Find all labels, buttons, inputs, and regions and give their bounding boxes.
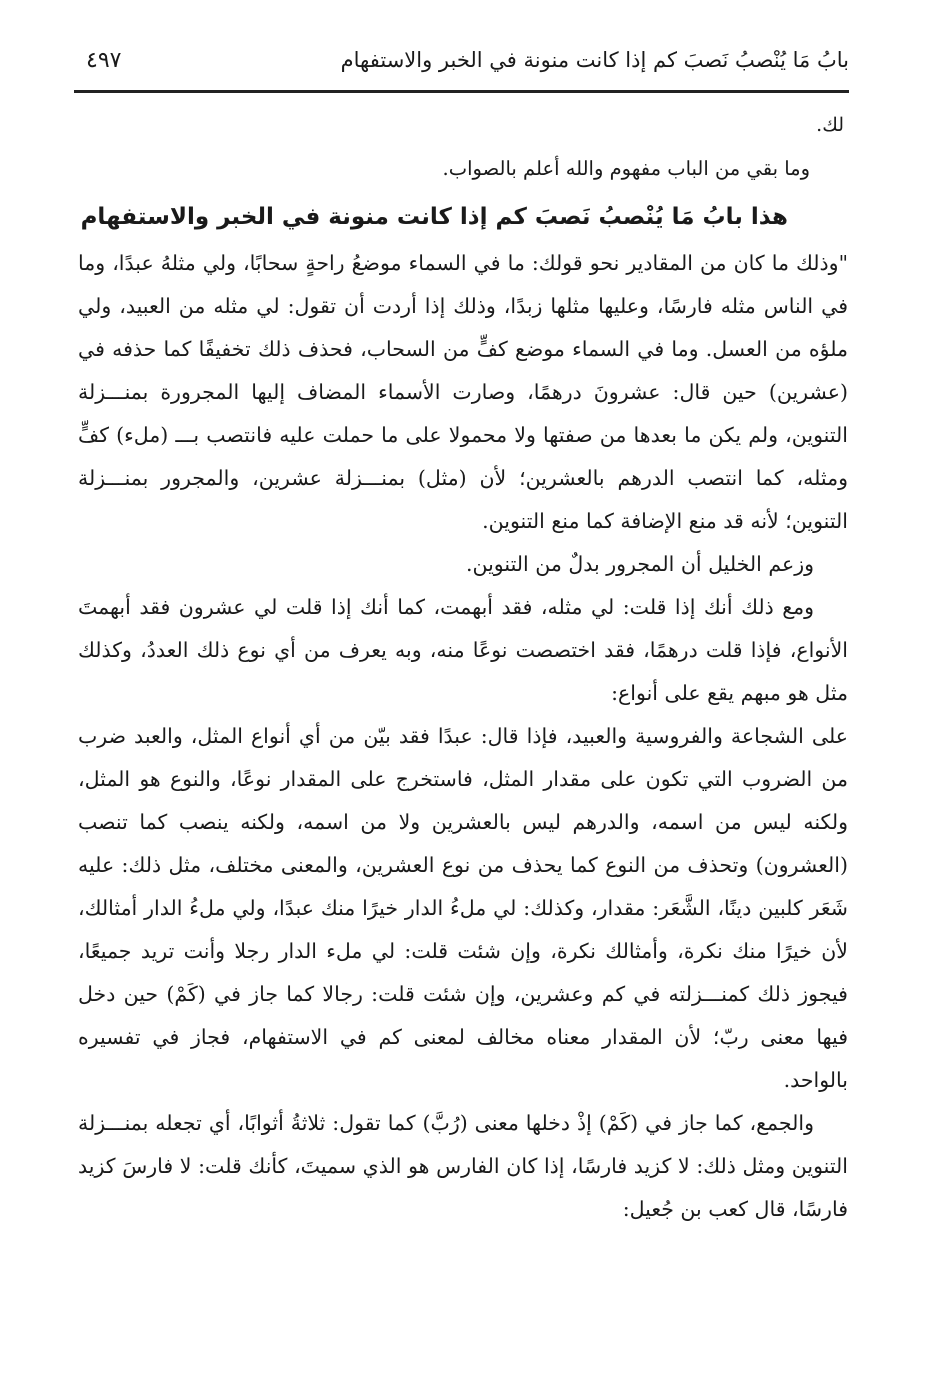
closing-sentence: وما بقي من الباب مفهوم والله أعلم بالصواب. <box>442 157 810 180</box>
page-number: ٤٩٧ <box>86 48 122 73</box>
paragraph: والجمع، كما جاز في (كَمْ) إذْ دخلها معنى (رُبَّ) كما تقول: ثلاثةُ أثوابًا، أي تجعله بمنـــزلة التنوين ومثل ذلك: لا كزيد فارسًا، إذا كان الفارس هو الذي سميتَ، كأنك قلت: لا فارسَ كزيد فارسًا، قال كعب بن جُعيل: <box>78 1111 848 1221</box>
paragraph: "وذلك ما كان من المقادير نحو قولك: ما في السماء موضعُ راحةٍ سحابًا، ولي مثلهُ عبدًا، وما في الناس مثله فارسًا، وعليها مثلها زبدًا، وذلك إذا أردت أن تقول: لي مثله من العبيد، ولي ملؤه من العسل. وما في السماء موضع كفٍّ من السحاب، فحذف ذلك تخفيفًا كما حذفه في (عشرين) حين قال: عشرونَ درهمًا، وصارت الأسماء المضاف إليها المجرورة بمنـــزلة التنوين، ولم يكن ما بعدها من صفتها ولا محمولا على ما حملت عليه فانتصب بـــ (ملء) كفٍّ ومثله، كما انتصب الدرهم بالعشرين؛ لأن (مثل) بمنـــزلة عشرين، والمجرور بمنـــزلة التنوين؛ لأنه قد منع الإضافة كما منع التنوين. <box>78 251 848 533</box>
header-rule <box>74 90 849 93</box>
continued-text: لك. <box>816 114 844 136</box>
page-body <box>78 104 848 1231</box>
page-header <box>74 44 849 84</box>
paragraph: على الشجاعة والفروسية والعبيد، فإذا قال: عبدًا فقد بيّن من أي أنواع المثل، والعبد ضرب من الضروب التي تكون على مقدار المثل، فاستخرج على المقدار نوعًا، والنوع هو المثل، ولكنه ليس من اسمه، والدرهم ليس بالعشرين ولا من اسمه، ولكنه ينصب كما تنصب (العشرون) وتحذف من النوع كما يحذف من نوع العشرين، والمعنى مختلف، مثل ذلك: عليه شَعَر كلبين دينًا، الشَّعَر: مقدار، وكذلك: لي ملءُ الدار خيرًا منك عبدًا، ولي ملءُ الدار أمثالك، لأن خيرًا منك نكرة، وأمثالك نكرة، وإن شئت قلت: لي ملء الدار رجلا وأنت تريد جميعًا، فيجوز ذلك كمنـــزلته في كم وعشرين، وإن شئت قلت: رجالا كما جاز في (كَمْ) حين دخل فيها معنى ربّ؛ لأن المقدار معناه مخالف لمعنى كم في الاستفهام، فجاز في تفسيره بالواحد. <box>78 724 848 1092</box>
paragraph: ومع ذلك أنك إذا قلت: لي مثله، فقد أبهمت، كما أنك إذا قلت لي عشرون فقد أبهمتَ الأنواع، فإذا قلت درهمًا، فقد اختصصت نوعًا منه، وبه يعرف من أي نوع ذلك العددُ، وكذلك مثل هو مبهم يقع على أنواع: <box>78 595 848 705</box>
chapter-heading: هذا بابُ مَا يُنْصبُ نَصبَ كم إذا كانت منونة في الخبر والاستفهام <box>80 204 788 230</box>
paragraph: وزعم الخليل أن المجرور بدلٌ من التنوين. <box>465 552 814 576</box>
running-title: بابُ مَا يُنْصبُ نَصبَ كم إذا كانت منونة في الخبر والاستفهام <box>340 48 849 72</box>
